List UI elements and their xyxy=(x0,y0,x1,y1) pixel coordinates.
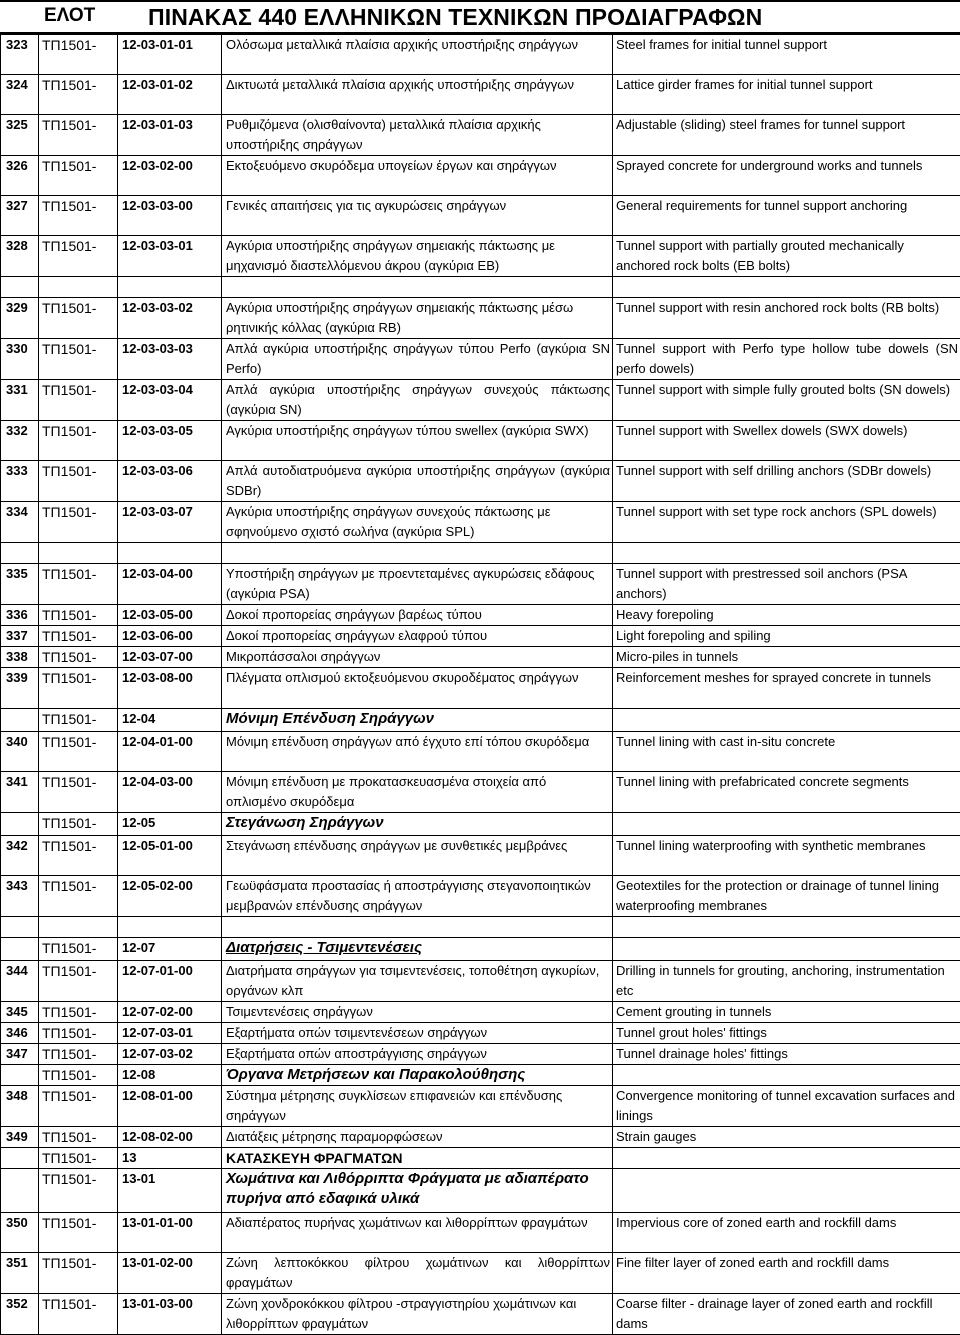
table-row xyxy=(1,772,960,813)
spec-prefix: ΤΠ1501- xyxy=(39,115,118,156)
row-number: 345 xyxy=(1,1002,39,1023)
greek-title: Υποστήριξη σηράγγων με προεντεταμένες αγκυρώσεις εδάφους (αγκύρια PSA) xyxy=(222,564,613,605)
spec-prefix: ΤΠ1501- xyxy=(39,1294,118,1335)
spec-prefix: ΤΠ1501- xyxy=(39,668,118,709)
spec-prefix: ΤΠ1501- xyxy=(39,298,118,339)
row-number: 323 xyxy=(1,35,39,75)
english-title: Tunnel support with simple fully grouted bolts (SN dowels) xyxy=(613,380,960,421)
greek-title: Στεγάνωση Σηράγγων xyxy=(222,813,613,836)
document-header xyxy=(0,0,960,34)
row-number xyxy=(1,1169,39,1213)
greek-title: Διατρήσεις - Τσιμεντενέσεις xyxy=(222,938,613,961)
empty-cell xyxy=(222,543,613,564)
greek-title: Ρυθμιζόμενα (ολισθαίνοντα) μεταλλικά πλαίσια αρχικής υποστήριξης σηράγγων xyxy=(222,115,613,156)
table-row xyxy=(1,1044,960,1065)
row-number: 333 xyxy=(1,461,39,502)
row-number: 347 xyxy=(1,1044,39,1065)
empty-cell xyxy=(39,543,118,564)
row-number xyxy=(1,709,39,732)
section-row xyxy=(1,1065,960,1086)
greek-title: Αγκύρια υποστήριξης σηράγγων σημειακής πάκτωσης με μηχανισμό διαστελλόμενου άκρου (αγκύρια ΕΒ) xyxy=(222,236,613,277)
spec-prefix: ΤΠ1501- xyxy=(39,709,118,732)
spec-prefix: ΤΠ1501- xyxy=(39,75,118,115)
spec-prefix: ΤΠ1501- xyxy=(39,196,118,236)
empty-cell xyxy=(613,277,960,298)
greek-title: Μόνιμη επένδυση με προκατασκευασμένα στοιχεία από οπλισμένο σκυρόδεμα xyxy=(222,772,613,813)
spec-code: 12-05 xyxy=(118,813,222,836)
row-number: 327 xyxy=(1,196,39,236)
spec-code: 12-03-01-01 xyxy=(118,35,222,75)
spec-prefix: ΤΠ1501- xyxy=(39,1213,118,1253)
english-title xyxy=(613,1065,960,1086)
table-row xyxy=(1,961,960,1002)
table-row xyxy=(1,1294,960,1335)
table-row xyxy=(1,35,960,75)
row-number: 325 xyxy=(1,115,39,156)
spec-prefix: ΤΠ1501- xyxy=(39,1086,118,1127)
empty-cell xyxy=(613,917,960,938)
greek-title: Αδιαπέρατος πυρήνας χωμάτινων και λιθορρίπτων φραγμάτων xyxy=(222,1213,613,1253)
empty-cell xyxy=(222,277,613,298)
spec-prefix: ΤΠ1501- xyxy=(39,772,118,813)
english-title xyxy=(613,1148,960,1169)
table-row xyxy=(1,421,960,461)
english-title: Drilling in tunnels for grouting, anchoring, instrumentation etc xyxy=(613,961,960,1002)
english-title: Tunnel lining with cast in-situ concrete xyxy=(613,732,960,772)
greek-title: Τσιμεντενέσεις σηράγγων xyxy=(222,1002,613,1023)
row-number: 340 xyxy=(1,732,39,772)
english-title: Adjustable (sliding) steel frames for tunnel support xyxy=(613,115,960,156)
english-title: Fine filter layer of zoned earth and rockfill dams xyxy=(613,1253,960,1294)
row-number xyxy=(1,938,39,961)
row-number: 338 xyxy=(1,647,39,668)
spec-code: 12-08 xyxy=(118,1065,222,1086)
row-number: 351 xyxy=(1,1253,39,1294)
spec-prefix: ΤΠ1501- xyxy=(39,156,118,196)
table-row xyxy=(1,339,960,380)
row-number: 326 xyxy=(1,156,39,196)
spec-code: 12-03-06-00 xyxy=(118,626,222,647)
english-title: General requirements for tunnel support anchoring xyxy=(613,196,960,236)
spec-prefix: ΤΠ1501- xyxy=(39,1148,118,1169)
spec-prefix: ΤΠ1501- xyxy=(39,1253,118,1294)
spec-prefix: ΤΠ1501- xyxy=(39,339,118,380)
greek-title: Εξαρτήματα οπών αποστράγγισης σηράγγων xyxy=(222,1044,613,1065)
empty-cell xyxy=(1,277,39,298)
section-row xyxy=(1,938,960,961)
spec-code: 12-03-03-05 xyxy=(118,421,222,461)
spec-code: 13-01-02-00 xyxy=(118,1253,222,1294)
greek-title: Απλά αγκύρια υποστήριξης σηράγγων τύπου Perfo (αγκύρια SN Perfo) xyxy=(222,339,613,380)
spec-prefix: ΤΠ1501- xyxy=(39,1127,118,1148)
row-number: 336 xyxy=(1,605,39,626)
greek-title: Αγκύρια υποστήριξης σηράγγων σημειακής πάκτωσης μέσω ρητινικής κόλλας (αγκύρια RB) xyxy=(222,298,613,339)
section-row xyxy=(1,1169,960,1213)
english-title: Reinforcement meshes for sprayed concrete in tunnels xyxy=(613,668,960,709)
spec-prefix: ΤΠ1501- xyxy=(39,938,118,961)
empty-cell xyxy=(118,917,222,938)
org-label: ΕΛΟΤ xyxy=(44,5,95,27)
empty-cell xyxy=(39,917,118,938)
spec-code: 13-01-03-00 xyxy=(118,1294,222,1335)
empty-cell xyxy=(613,543,960,564)
english-title: Tunnel support with self drilling anchors (SDBr dowels) xyxy=(613,461,960,502)
row-number: 328 xyxy=(1,236,39,277)
english-title xyxy=(613,813,960,836)
table-row xyxy=(1,380,960,421)
spec-code: 12-03-08-00 xyxy=(118,668,222,709)
english-title: Heavy forepoling xyxy=(613,605,960,626)
greek-title: Γεωϋφάσματα προστασίας ή αποστράγγισης στεγανοποιητικών μεμβρανών επένδυσης σηράγγων xyxy=(222,876,613,917)
spec-prefix: ΤΠ1501- xyxy=(39,1065,118,1086)
spec-code: 12-07-01-00 xyxy=(118,961,222,1002)
english-title: Geotextiles for the protection or drainage of tunnel lining waterproofing membranes xyxy=(613,876,960,917)
english-title: Steel frames for initial tunnel support xyxy=(613,35,960,75)
spec-prefix: ΤΠ1501- xyxy=(39,961,118,1002)
greek-title: Μικροπάσσαλοι σηράγγων xyxy=(222,647,613,668)
greek-title: Χωμάτινα και Λιθόρριπτα Φράγματα με αδιαπέρατο πυρήνα από εδαφικά υλικά xyxy=(222,1169,613,1213)
row-number: 344 xyxy=(1,961,39,1002)
greek-title: Στεγάνωση επένδυσης σηράγγων με συνθετικές μεμβράνες xyxy=(222,836,613,876)
spec-code: 12-07-03-02 xyxy=(118,1044,222,1065)
english-title: Tunnel support with Perfo type hollow tube dowels (SN perfo dowels) xyxy=(613,339,960,380)
row-number: 343 xyxy=(1,876,39,917)
greek-title: Σύστημα μέτρησης συγκλίσεων επιφανειών και επένδυσης σηράγγων xyxy=(222,1086,613,1127)
row-number xyxy=(1,813,39,836)
spec-prefix: ΤΠ1501- xyxy=(39,564,118,605)
table-row xyxy=(1,836,960,876)
spec-code: 13-01 xyxy=(118,1169,222,1213)
row-number: 337 xyxy=(1,626,39,647)
greek-title: Απλά αυτοδιατρυόμενα αγκύρια υποστήριξης σηράγγων (αγκύρια SDBr) xyxy=(222,461,613,502)
empty-cell xyxy=(118,543,222,564)
spec-code: 12-03-04-00 xyxy=(118,564,222,605)
spec-code: 12-03-02-00 xyxy=(118,156,222,196)
spec-code: 12-03-03-01 xyxy=(118,236,222,277)
section-row xyxy=(1,709,960,732)
greek-title: Απλά αγκύρια υποστήριξης σηράγγων συνεχούς πάκτωσης (αγκύρια SN) xyxy=(222,380,613,421)
row-number: 342 xyxy=(1,836,39,876)
table-row xyxy=(1,156,960,196)
spec-prefix: ΤΠ1501- xyxy=(39,647,118,668)
english-title xyxy=(613,938,960,961)
row-number: 339 xyxy=(1,668,39,709)
section-row xyxy=(1,1148,960,1169)
table-body xyxy=(1,35,960,1335)
row-number: 332 xyxy=(1,421,39,461)
spacer-row xyxy=(1,917,960,938)
row-number: 352 xyxy=(1,1294,39,1335)
english-title: Tunnel support with prestressed soil anchors (PSA anchors) xyxy=(613,564,960,605)
english-title: Micro-piles in tunnels xyxy=(613,647,960,668)
spec-code: 13-01-01-00 xyxy=(118,1213,222,1253)
spec-prefix: ΤΠ1501- xyxy=(39,626,118,647)
spec-prefix: ΤΠ1501- xyxy=(39,813,118,836)
spacer-row xyxy=(1,277,960,298)
spec-code: 12-07-02-00 xyxy=(118,1002,222,1023)
english-title: Cement grouting in tunnels xyxy=(613,1002,960,1023)
greek-title: Ζώνη λεπτοκόκκου φίλτρου χωμάτινων και λιθορρίπτων φραγμάτων xyxy=(222,1253,613,1294)
table-row xyxy=(1,732,960,772)
greek-title: Πλέγματα οπλισμού εκτοξευόμενου σκυροδέματος σηράγγων xyxy=(222,668,613,709)
greek-title: Ζώνη χονδροκόκκου φίλτρου -στραγγιστηρίου χωμάτινων και λιθορρίπτων φραγμάτων xyxy=(222,1294,613,1335)
spec-code: 12-07-03-01 xyxy=(118,1023,222,1044)
greek-title: Διατρήματα σηράγγων για τσιμεντενέσεις, τοποθέτηση αγκυρίων, οργάνων κλπ xyxy=(222,961,613,1002)
row-number xyxy=(1,1065,39,1086)
table-row xyxy=(1,115,960,156)
row-number: 330 xyxy=(1,339,39,380)
row-number: 349 xyxy=(1,1127,39,1148)
english-title: Tunnel support with resin anchored rock bolts (RB bolts) xyxy=(613,298,960,339)
greek-title: Δοκοί προπορείας σηράγγων ελαφρού τύπου xyxy=(222,626,613,647)
spec-prefix: ΤΠ1501- xyxy=(39,502,118,543)
spec-code: 12-08-01-00 xyxy=(118,1086,222,1127)
table-row xyxy=(1,1086,960,1127)
english-title xyxy=(613,1169,960,1213)
spec-code: 13 xyxy=(118,1148,222,1169)
spec-prefix: ΤΠ1501- xyxy=(39,836,118,876)
english-title: Tunnel lining with prefabricated concrete segments xyxy=(613,772,960,813)
greek-title: Δοκοί προπορείας σηράγγων βαρέως τύπου xyxy=(222,605,613,626)
row-number: 341 xyxy=(1,772,39,813)
table-row xyxy=(1,196,960,236)
english-title: Tunnel support with set type rock anchors (SPL dowels) xyxy=(613,502,960,543)
greek-title: Μόνιμη Επένδυση Σηράγγων xyxy=(222,709,613,732)
english-title: Strain gauges xyxy=(613,1127,960,1148)
table-row xyxy=(1,668,960,709)
spec-code: 12-05-02-00 xyxy=(118,876,222,917)
spec-code: 12-04-03-00 xyxy=(118,772,222,813)
greek-title: Διατάξεις μέτρησης παραμορφώσεων xyxy=(222,1127,613,1148)
row-number: 346 xyxy=(1,1023,39,1044)
spec-code: 12-04 xyxy=(118,709,222,732)
table-row xyxy=(1,626,960,647)
greek-title: Ολόσωμα μεταλλικά πλαίσια αρχικής υποστήριξης σηράγγων xyxy=(222,35,613,75)
spec-code: 12-03-03-02 xyxy=(118,298,222,339)
table-row xyxy=(1,564,960,605)
english-title: Tunnel support with Swellex dowels (SWX dowels) xyxy=(613,421,960,461)
row-number: 335 xyxy=(1,564,39,605)
specifications-table xyxy=(0,34,960,1335)
table-row xyxy=(1,1253,960,1294)
spec-prefix: ΤΠ1501- xyxy=(39,732,118,772)
english-title xyxy=(613,709,960,732)
spec-code: 12-03-07-00 xyxy=(118,647,222,668)
spec-prefix: ΤΠ1501- xyxy=(39,421,118,461)
table-row xyxy=(1,1213,960,1253)
table-row xyxy=(1,461,960,502)
spec-code: 12-03-03-07 xyxy=(118,502,222,543)
empty-cell xyxy=(118,277,222,298)
spec-code: 12-08-02-00 xyxy=(118,1127,222,1148)
table-row xyxy=(1,1127,960,1148)
table-row xyxy=(1,647,960,668)
spec-prefix: ΤΠ1501- xyxy=(39,35,118,75)
greek-title: Εξαρτήματα οπών τσιμεντενέσεων σηράγγων xyxy=(222,1023,613,1044)
table-row xyxy=(1,298,960,339)
spec-code: 12-05-01-00 xyxy=(118,836,222,876)
row-number: 329 xyxy=(1,298,39,339)
english-title: Lattice girder frames for initial tunnel support xyxy=(613,75,960,115)
greek-title: Όργανα Μετρήσεων και Παρακολούθησης xyxy=(222,1065,613,1086)
english-title: Tunnel grout holes' fittings xyxy=(613,1023,960,1044)
spec-code: 12-07 xyxy=(118,938,222,961)
empty-cell xyxy=(222,917,613,938)
row-number xyxy=(1,1148,39,1169)
english-title: Tunnel drainage holes' fittings xyxy=(613,1044,960,1065)
spacer-row xyxy=(1,543,960,564)
spec-prefix: ΤΠ1501- xyxy=(39,236,118,277)
row-number: 324 xyxy=(1,75,39,115)
row-number: 348 xyxy=(1,1086,39,1127)
table-row xyxy=(1,605,960,626)
table-row xyxy=(1,876,960,917)
greek-title: Αγκύρια υποστήριξης σηράγγων τύπου swellex (αγκύρια SWX) xyxy=(222,421,613,461)
table-row xyxy=(1,1002,960,1023)
spec-prefix: ΤΠ1501- xyxy=(39,461,118,502)
greek-title: Μόνιμη επένδυση σηράγγων από έγχυτο επί τόπου σκυρόδεμα xyxy=(222,732,613,772)
spec-prefix: ΤΠ1501- xyxy=(39,1044,118,1065)
spec-code: 12-03-01-02 xyxy=(118,75,222,115)
spec-code: 12-03-05-00 xyxy=(118,605,222,626)
greek-title: Εκτοξευόμενο σκυρόδεμα υπογείων έργων και σηράγγων xyxy=(222,156,613,196)
spec-prefix: ΤΠ1501- xyxy=(39,1023,118,1044)
spec-code: 12-03-03-00 xyxy=(118,196,222,236)
spec-prefix: ΤΠ1501- xyxy=(39,876,118,917)
greek-title: ΚΑΤΑΣΚΕΥΗ ΦΡΑΓΜΑΤΩΝ xyxy=(222,1148,613,1169)
section-row xyxy=(1,813,960,836)
page-title: ΠΙΝΑΚΑΣ 440 ΕΛΛΗΝΙΚΩΝ ΤΕΧΝΙΚΩΝ ΠΡΟΔΙΑΓΡΑΦΩΝ xyxy=(148,4,762,31)
row-number: 350 xyxy=(1,1213,39,1253)
table-row xyxy=(1,502,960,543)
empty-cell xyxy=(1,917,39,938)
spec-code: 12-03-03-06 xyxy=(118,461,222,502)
spec-code: 12-03-01-03 xyxy=(118,115,222,156)
spec-prefix: ΤΠ1501- xyxy=(39,605,118,626)
english-title: Impervious core of zoned earth and rockfill dams xyxy=(613,1213,960,1253)
spec-code: 12-04-01-00 xyxy=(118,732,222,772)
english-title: Light forepoling and spiling xyxy=(613,626,960,647)
spec-prefix: ΤΠ1501- xyxy=(39,380,118,421)
spec-code: 12-03-03-03 xyxy=(118,339,222,380)
spec-code: 12-03-03-04 xyxy=(118,380,222,421)
english-title: Convergence monitoring of tunnel excavation surfaces and linings xyxy=(613,1086,960,1127)
empty-cell xyxy=(39,277,118,298)
empty-cell xyxy=(1,543,39,564)
row-number: 334 xyxy=(1,502,39,543)
english-title: Coarse filter - drainage layer of zoned earth and rockfill dams xyxy=(613,1294,960,1335)
greek-title: Δικτυωτά μεταλλικά πλαίσια αρχικής υποστήριξης σηράγγων xyxy=(222,75,613,115)
table-row xyxy=(1,1023,960,1044)
table-row xyxy=(1,75,960,115)
english-title: Sprayed concrete for underground works and tunnels xyxy=(613,156,960,196)
greek-title: Γενικές απαιτήσεις για τις αγκυρώσεις σηράγγων xyxy=(222,196,613,236)
english-title: Tunnel lining waterproofing with synthetic membranes xyxy=(613,836,960,876)
english-title: Tunnel support with partially grouted mechanically anchored rock bolts (EB bolts) xyxy=(613,236,960,277)
table-row xyxy=(1,236,960,277)
spec-prefix: ΤΠ1501- xyxy=(39,1169,118,1213)
greek-title: Αγκύρια υποστήριξης σηράγγων συνεχούς πάκτωσης με σφηνούμενο σχιστό σωλήνα (αγκύρια SPL) xyxy=(222,502,613,543)
row-number: 331 xyxy=(1,380,39,421)
spec-prefix: ΤΠ1501- xyxy=(39,1002,118,1023)
